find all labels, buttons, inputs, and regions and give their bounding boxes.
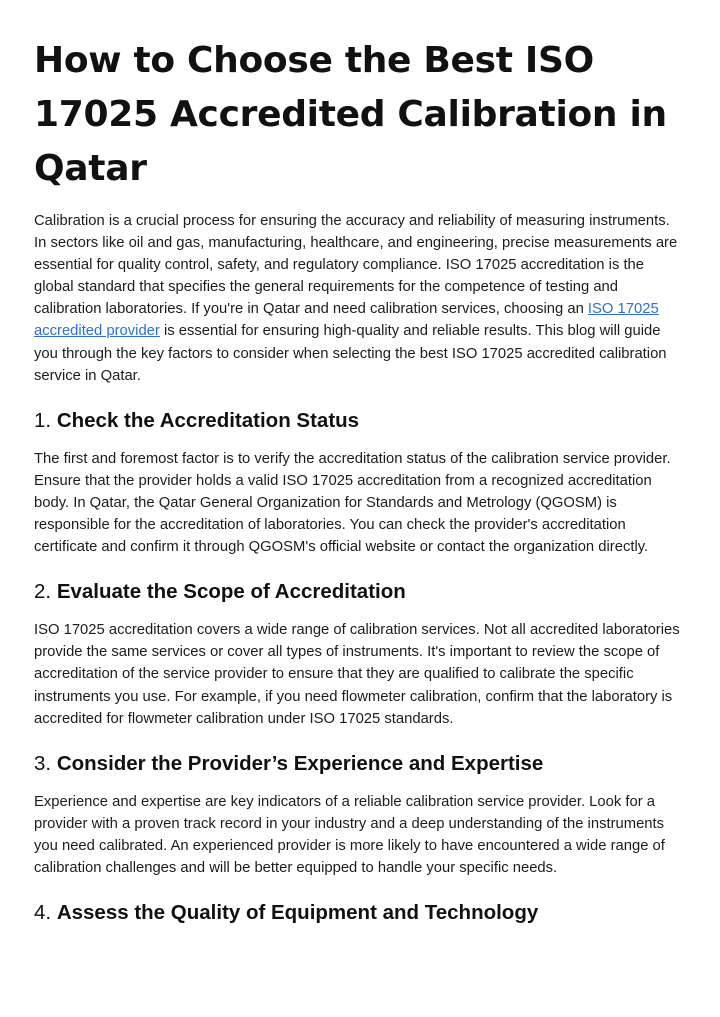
section-title: Evaluate the Scope of Accreditation (56, 580, 406, 604)
section-body: The first and foremost factor is to verify the accreditation status of the calibration service provider. Ensure that the provider holds a valid ISO 17025 accreditation from a recognized accreditation body. In Qatar, the Qatar General Organization for Standards and Metrology (QGOSM) is responsible for the accreditation of laboratories. You can check the provider's accreditation certificate and confirm it through QGOSM's official website or contact the organization directly. (34, 450, 671, 556)
section-number: 4. (34, 901, 52, 925)
intro-paragraph (34, 210, 686, 387)
section-number: 3. (34, 751, 52, 775)
page-title: How to Choose the Best ISO 17025 Accredited Calibration in Qatar (34, 40, 667, 189)
section-heading (34, 750, 686, 778)
section-title: Consider the Provider’s Experience and Expertise (56, 751, 544, 775)
document-page (34, 34, 686, 940)
section-title: Check the Accreditation Status (56, 408, 360, 432)
intro-text-after-link: is essential for ensuring high-quality and reliable results. This blog will guide you through the key factors to consider when selecting the best ISO 17025 accredited calibration service in Qatar. (34, 323, 667, 384)
section-body: ISO 17025 accreditation covers a wide range of calibration services. Not all accredited laboratories provide the same services or cover all types of instruments. It's important to review the scope of accreditation of the service provider to ensure that they are qualified to calibrate the specific instruments you use. For example, if you need flowmeter calibration, confirm that the laboratory is accredited for flowmeter calibration under ISO 17025 standards. (34, 622, 680, 727)
section-number: 2. (34, 580, 52, 604)
section-heading (34, 407, 686, 435)
section-heading (34, 899, 686, 927)
iso-17025-provider-link[interactable]: ISO 17025 accredited provider (34, 301, 659, 340)
section-heading (34, 578, 686, 606)
section-number: 1. (34, 408, 52, 432)
intro-text-before-link: Calibration is a crucial process for ensuring the accuracy and reliability of measuring instruments. In sectors like oil and gas, manufacturing, healthcare, and engineering, precise measurements are essential for quality control, safety, and regulatory compliance. ISO 17025 accreditation is the global standard that specifies the general requirements for the competence of testing and calibration laboratories. If you're in Qatar and need calibration services, choosing an (34, 213, 678, 318)
section-title: Assess the Quality of Equipment and Technology (56, 901, 539, 925)
section-body: Experience and expertise are key indicators of a reliable calibration service provider. Look for a provider with a proven track record in your industry and a deep understanding of the instruments you need calibrated. An experienced provider is more likely to have encountered a wide range of calibration challenges and will be better equipped to handle your specific needs. (34, 793, 665, 876)
